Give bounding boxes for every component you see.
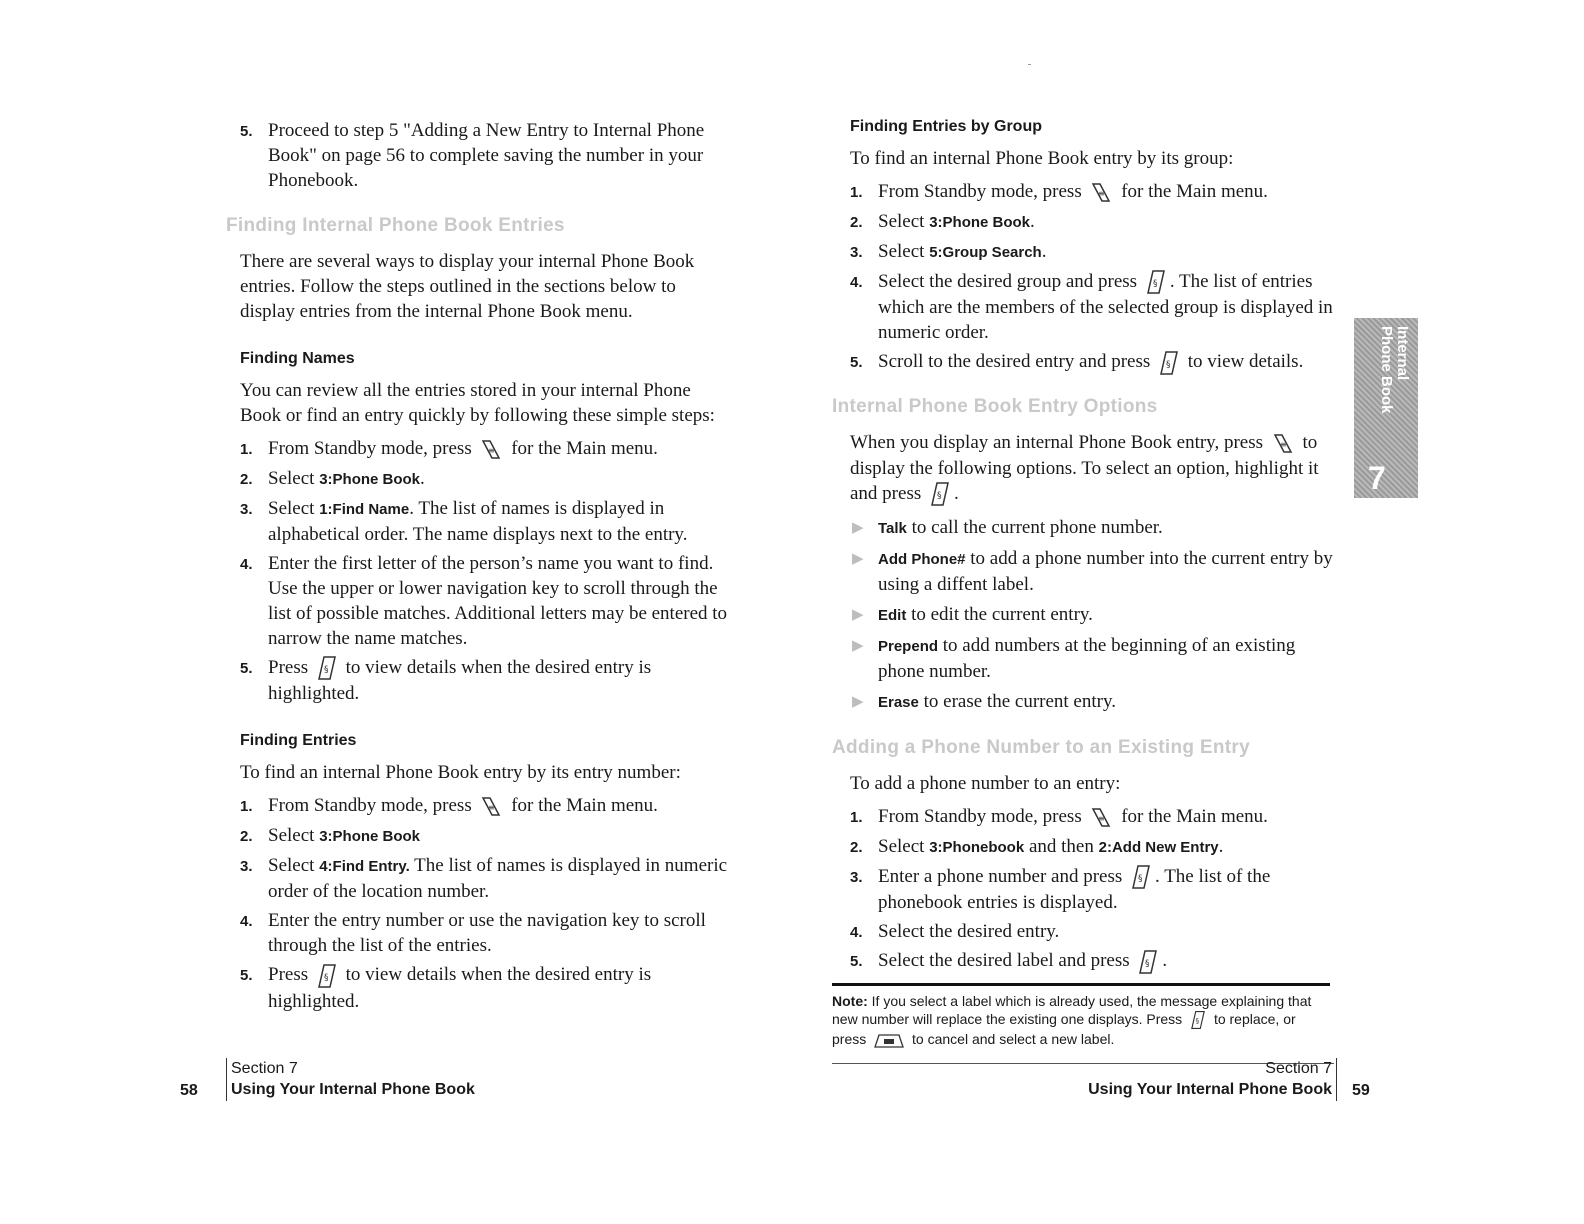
footer-right [1060,1058,1337,1101]
entries-step-3: 3. Select 4:Find Entry. The list of names is displayed in numeric order of the location number. [240,854,728,902]
adding-step-2: 2. Select 3:Phonebook and then 2:Add New Entry. [850,835,1224,857]
names-step-4: 4. Enter the first letter of the person’s name you want to find. Use the upper or lower navigation key to scroll through the list of possible matches. Additional letters may be entered to narrow the name matches. [240,552,728,649]
bullet-arrow-icon: ▶ [852,549,864,568]
names-step-2: 2. Select 3:Phone Book. [240,467,425,489]
finding-paragraph: There are several ways to display your internal Phone Book entries. Follow the steps outlined in the sections below to display entries from the internal Phone Book menu. [240,251,695,322]
footer-left-section: Section 7 [231,1060,298,1077]
ok-key-icon [1158,350,1180,376]
scan-speck [1028,64,1031,65]
ok-key-icon [316,963,338,989]
finding-entries-heading: Finding Entries [240,732,357,750]
svg-text:§: § [323,972,329,983]
menu-key-icon [479,795,503,819]
chapter-tab-number: 7 [1368,460,1386,496]
bullet-arrow-icon: ▶ [852,636,864,655]
left-page-content [226,118,730,1018]
chapter-tab [1354,318,1418,498]
names-step-3: 3. Select 1:Find Name. The list of names is displayed in alphabetical order. The name displays next to the entry. [240,497,688,545]
finding-group-heading: Finding Entries by Group [850,118,1042,135]
entries-step-4: 4. Enter the entry number or use the navigation key to scroll through the list of the entries. [240,909,706,956]
finding-names-heading: Finding Names [240,350,355,367]
svg-text:§: § [1166,359,1171,370]
finding-names-paragraph: You can review all the entries stored in your internal Phone Book or find an entry quickly by following these simple steps: [240,380,715,426]
entries-step-2: 2. Select 3:Phone Book [240,824,421,846]
note-box [832,983,1330,1049]
right-page-content [832,118,1340,979]
option-talk: ▶ Talk to call the current phone number. [852,517,1163,539]
bullet-arrow-icon: ▶ [852,605,864,624]
group-step-2: 2. Select 3:Phone Book. [850,210,1035,232]
menu-key-icon [479,438,503,462]
names-step-1: 1. From Standby mode, press ≡ for the Main menu. [240,436,730,462]
ok-key-icon [1145,269,1167,295]
chapter-tab-label: Internal Phone Book [1378,326,1411,414]
entries-step-5: 5. Press § to view details when the desired entry is highlighted. [240,963,652,1012]
group-step-5: 5. Scroll to the desired entry and press § to view details. [850,349,1340,376]
menu-key-icon [1089,806,1113,830]
adding-step-5: 5. Select the desired label and press § . [850,948,1340,975]
ok-key-icon [1130,864,1152,890]
bullet-arrow-icon: ▶ [852,692,864,711]
svg-text:§: § [936,491,942,502]
entries-step-1: 1. From Standby mode, press ≡ for the Main menu. [240,793,730,819]
finding-group-paragraph: To find an internal Phone Book entry by its group: [850,148,1234,169]
svg-text:§: § [1138,874,1143,885]
clr-key-icon [873,1033,905,1049]
svg-text:≡: ≡ [1279,439,1287,449]
intro-step: 5. Proceed to step 5 "Adding a New Entry to Internal Phone Book" on page 56 to complete saving the number in your Phonebook. [240,120,705,191]
group-step-1: 1. From Standby mode, press ≡ for the Main menu. [850,179,1340,205]
group-step-3: 3. Select 5:Group Search. [850,240,1047,262]
adding-section-title: Adding a Phone Number to an Existing Entry [832,737,1250,759]
options-paragraph: When you display an internal Phone Book entry, press ≡ to display the following options. To select an option, highlight it and press § . [850,430,1340,507]
svg-text:§: § [1152,279,1158,290]
group-step-4: 4. Select the desired group and press § . The list of entries which are the members of the selected group is displayed in numeric order. [850,270,1333,344]
option-erase: ▶ Erase to erase the current entry. [852,691,1116,713]
svg-text:§: § [1145,959,1150,970]
page-number-left: 58 [180,1082,198,1099]
page-number-right: 59 [1352,1082,1370,1099]
finding-entries-paragraph: To find an internal Phone Book entry by its entry number: [240,762,681,784]
adding-step-3: 3. Enter a phone number and press § . The list of the phonebook entries is displayed. [850,865,1271,914]
footer-left [226,1058,475,1101]
ok-key-icon [1137,949,1159,975]
svg-text:§: § [323,665,329,676]
adding-paragraph: To add a phone number to an entry: [850,773,1121,795]
finding-section-title: Finding Internal Phone Book Entries [226,215,565,236]
ok-key-icon [1189,1010,1207,1030]
svg-text:≡: ≡ [488,802,496,812]
option-prepend: ▶ Prepend to add numbers at the beginning of an existing phone number. [852,635,1296,683]
ok-key-icon [929,481,951,507]
svg-text:≡: ≡ [1098,188,1106,198]
adding-step-1: 1. From Standby mode, press ≡ for the Main menu. [850,804,1340,830]
bullet-arrow-icon: ▶ [852,518,864,537]
ok-key-icon [316,655,338,681]
svg-text:≡: ≡ [1098,813,1106,823]
options-section-title: Internal Phone Book Entry Options [832,395,1158,417]
note-text-b: to replace, or press [832,1011,1296,1048]
menu-key-icon [1271,432,1295,456]
footer-right-section: Section 7 [1265,1060,1332,1077]
option-add-phone: ▶ Add Phone# to add a phone number into the current entry by using a diffent label. [852,548,1333,596]
footer-left-title: Using Your Internal Phone Book [231,1081,475,1098]
note-text-c: to cancel and select a new label. [912,1031,1115,1048]
menu-key-icon [1089,181,1113,205]
svg-text:≡: ≡ [488,445,496,455]
names-step-5: 5. Press § to view details when the desired entry is highlighted. [240,656,652,705]
note-text-a: If you select a label which is already used, the message explaining that new number will replace the existing one displays. Press [832,993,1312,1027]
footer-right-title: Using Your Internal Phone Book [1088,1081,1332,1098]
note-label: Note: [832,993,868,1009]
option-edit: ▶ Edit to edit the current entry. [852,604,1093,626]
svg-text:§: § [1195,1017,1200,1026]
adding-step-4: 4. Select the desired entry. [850,921,1060,943]
